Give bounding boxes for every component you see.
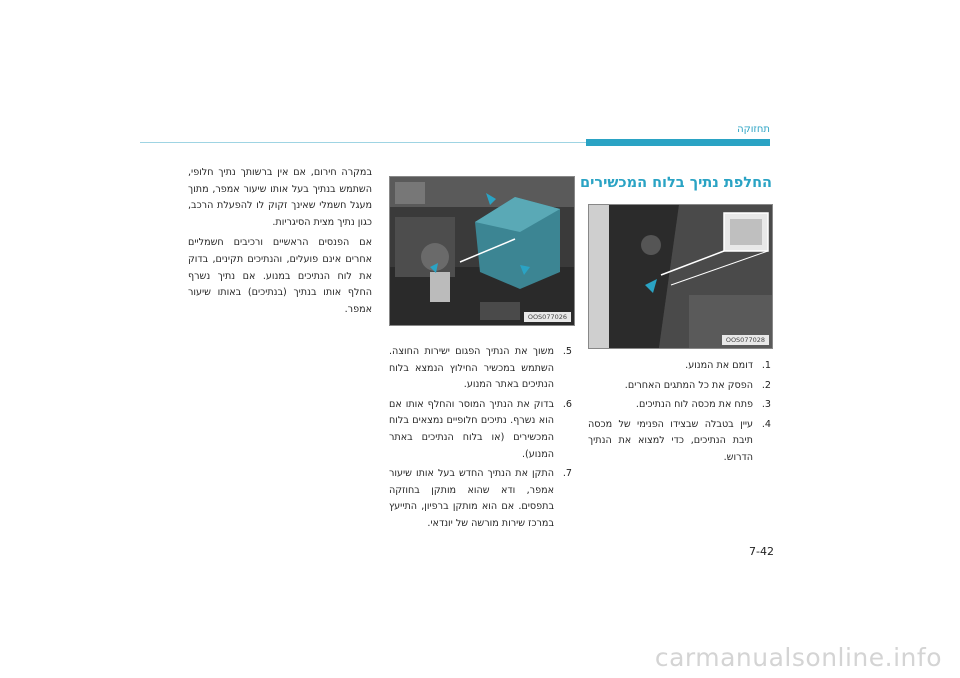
step-item xyxy=(588,358,771,375)
fuse-box-engine-photo xyxy=(389,176,575,326)
step-item xyxy=(588,397,771,414)
step-number: 5. xyxy=(562,346,572,357)
watermark: carmanualsonline.info xyxy=(654,643,942,672)
step-number: 4. xyxy=(761,418,771,430)
interior-illustration xyxy=(589,205,772,348)
step-number: 6. xyxy=(562,398,572,410)
page-number: 7-42 xyxy=(749,545,774,558)
step-text: התקן את הנתיך החדש בעל אותו שיעור אמפר, ודא שהוא מותקן בחוזקה בתפסים. אם הוא מותקן ברפיון, התייעץ במרכז שירות מורשה של יונדאי. xyxy=(389,468,554,529)
fuse-panel-interior-photo xyxy=(588,204,773,349)
step-text: הפסק את כל המתגים האחרים. xyxy=(624,379,753,391)
step-text: עיין בטבלה שבצידו הפנימי של מכסה תיבת הנתיכים, כדי למצוא את הנתיך הדרוש. xyxy=(588,418,753,463)
step-text: דומם את המנוע. xyxy=(685,360,753,371)
step-item xyxy=(588,417,771,467)
header-accent-bar xyxy=(586,139,770,146)
step-item xyxy=(588,378,771,395)
step-item xyxy=(389,344,572,394)
intro-paragraph: במקרה חירום, אם אין ברשותך נתיך חלופי, השתמש בנתיך בעל אותו שיעור אמפר, מתוך מעגל חשמלי שאינך זקוק לו להפעלת הרכב, כגון נתיך מצית הסיגריות. xyxy=(188,167,372,228)
steps-list-right xyxy=(588,358,771,470)
image-code-label: OOS077028 xyxy=(722,335,769,345)
step-text: פתח את מכסה לוח הנתיכים. xyxy=(635,399,753,411)
step-item xyxy=(389,466,572,532)
section-header-label: תחזוקה xyxy=(737,124,770,135)
engine-bay-illustration xyxy=(390,177,574,325)
intro-text xyxy=(188,165,372,322)
step-number: 2. xyxy=(761,379,771,391)
section-title: החלפת נתיך בלוח המכשירים xyxy=(580,175,772,191)
step-number: 7. xyxy=(562,468,572,480)
steps-list-left xyxy=(389,344,572,536)
step-number: 1. xyxy=(761,360,771,371)
step-text: משוך את הנתיך הפגום ישירות החוצה. השתמש במכשיר החילוץ הנמצא בלוח הנתיכים באתר המנוע. xyxy=(389,346,554,391)
step-text: בדוק את הנתיך המוסר והחלף אותו אם הוא נשרף. נתיכים חלופיים נמצאים בלוח המכשירים (או בלוח הנתיכים באתר המנוע). xyxy=(389,398,554,460)
image-code-label: OOS077026 xyxy=(524,312,571,322)
step-item xyxy=(389,397,572,463)
step-number: 3. xyxy=(761,399,771,411)
intro-paragraph: אם הפנסים הראשיים ורכיבים חשמליים אחרים אינם פועלים, והנתיכים תקינים, בדוק את לוח הנתיכים במנוע. אם נתיך נשרף החלף אותו בנתיך (בנתיכים) באותו שיעור אמפר. xyxy=(188,237,372,315)
